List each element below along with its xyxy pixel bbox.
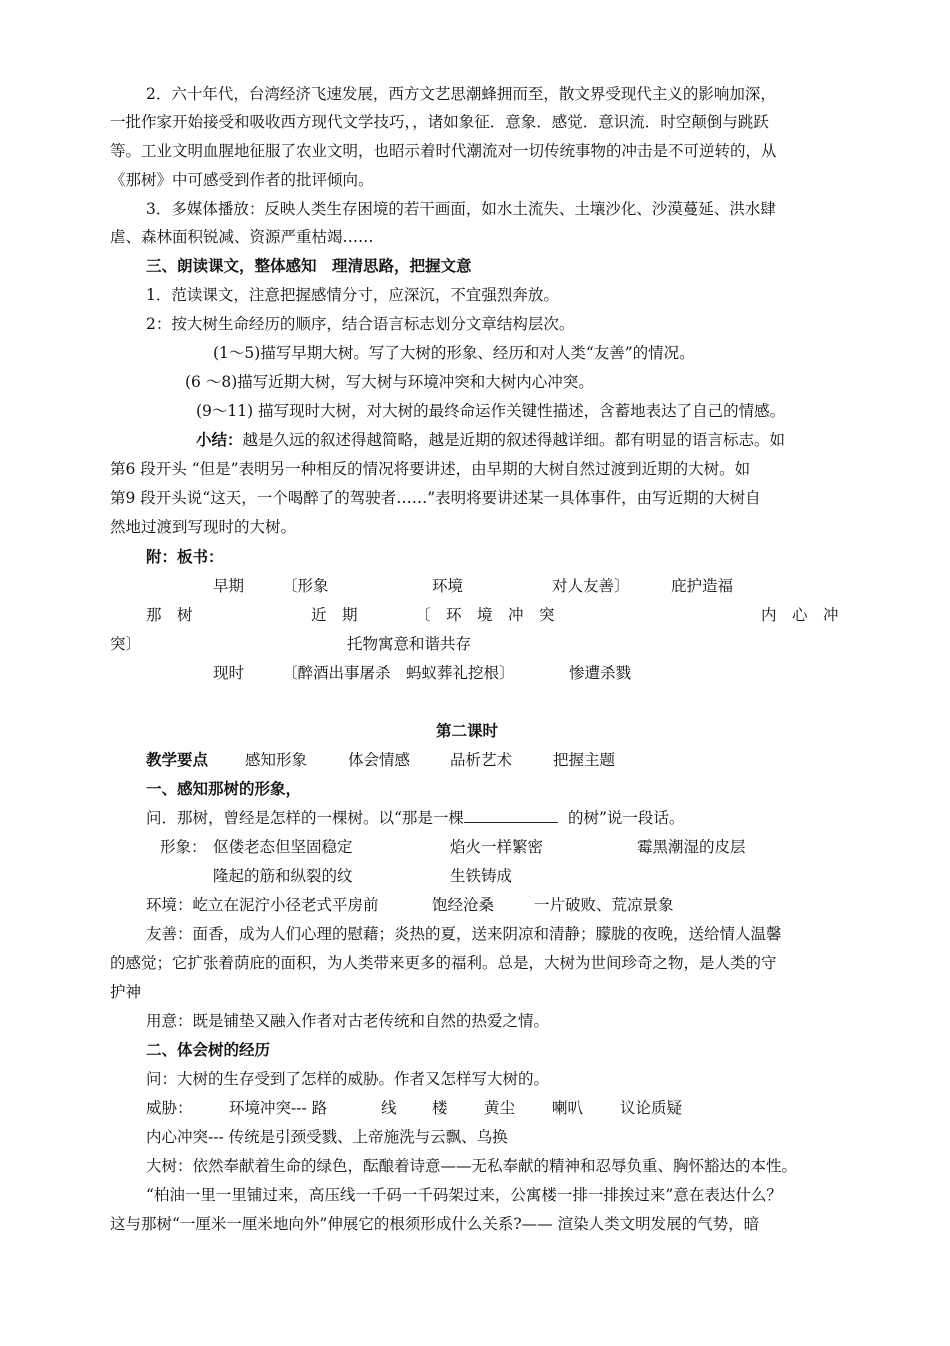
teaching-point-3: 品析艺术	[450, 751, 513, 769]
threat-label: 威胁：	[146, 1099, 193, 1117]
teaching-point-1: 感知形象	[245, 751, 308, 769]
summary-label: 小结：	[196, 431, 243, 449]
board-r1-early: 早期	[213, 577, 245, 595]
question-threat: 问：大树的生存受到了怎样的威胁。作者又怎样写大树的。	[146, 1070, 550, 1088]
threat-building: 楼	[432, 1099, 448, 1117]
teaching-point-4: 把握主题	[553, 751, 616, 769]
image-item-3: 霉黑潮湿的皮层	[637, 838, 746, 856]
image-item-2: 焰火一样繁密	[450, 838, 544, 856]
big-tree: 大树：依然奉献着生命的绿色，酝酿着诗意——无私奉献的精神和忍辱负重、胸怀豁达的本性。	[146, 1157, 798, 1175]
threat-line: 线	[381, 1099, 397, 1117]
image-item-1: 伛偻老态但坚固稳定	[213, 838, 353, 856]
friendly-line-2: 的感觉；它扩张着荫庇的面积，为人类带来更多的福利。总是，大树为世间珍奇之物，是人类的守	[110, 954, 777, 972]
fill-in-blank	[464, 808, 558, 823]
image-item-4: 隆起的筋和纵裂的纹	[213, 867, 353, 885]
friendly-line-3: 护神	[110, 983, 142, 1001]
structure-part-2: (6 ～8)描写近期大树，写大树与环境冲突和大树内心冲突。	[185, 373, 594, 391]
threat-dust: 黄尘	[484, 1099, 516, 1117]
question-2-line-2: 这与那树“一厘米一厘米地向外”伸展它的根须形成什么关系?—— 渲染人类文明发展的气势，暗	[110, 1215, 760, 1233]
board-r4-events: 〔醉酒出事屠杀 蚂蚁葬礼挖根〕	[282, 664, 515, 682]
board-r4-now: 现时	[213, 664, 245, 682]
board-r1-blessing: 庇护造福	[671, 577, 734, 595]
board-r1-friendly: 对人友善〕	[552, 577, 630, 595]
section-one-heading: 一、感知那树的形象，	[146, 780, 302, 798]
environment-2: 饱经沧桑	[432, 896, 495, 914]
lesson-2-title: 第二课时	[436, 722, 499, 740]
summary-text-1: 越是久远的叙述得越简略，越是近期的叙述得越详细。都有明显的语言标志。如	[242, 431, 786, 449]
step-2: 2：按大树生命经历的顺序，结合语言标志划分文章结构层次。	[146, 315, 575, 333]
question-2-line-1: “柏油一里一里铺过来，高压线一千码一千码架过来，公寓楼一排一排挨过来”意在表达什么？	[146, 1186, 782, 1204]
paragraph-2-line-3: 等。工业文明血腥地征服了农业文明，也昭示着时代潮流对一切传统事物的冲击是不可逆转的，从	[110, 142, 777, 160]
threat-debate: 议论质疑	[620, 1099, 683, 1117]
board-title: 附：板书：	[146, 548, 224, 566]
question-image-part-a: 问．那树，曾经是怎样的一棵树。以“那是一棵	[146, 809, 464, 827]
paragraph-2-line-4: 《那树》中可感受到作者的批评倾向。	[110, 171, 374, 189]
summary-line-2: 第6 段开头 “但是”表明另一种相反的情况将要讲述，由早期的大树自然过渡到近期的大树。如	[110, 460, 751, 478]
intention: 用意：既是铺垫又融入作者对古老传统和自然的热爱之情。	[146, 1012, 550, 1030]
board-r1-image: 〔形象	[282, 577, 329, 595]
board-r2-env-conflict: 〔 环 境 冲 突	[415, 606, 555, 624]
board-r4-killed: 惨遭杀戮	[569, 664, 632, 682]
section-two-heading: 二、体会树的经历	[146, 1041, 271, 1059]
board-r2-recent: 近 期	[311, 606, 358, 624]
teaching-points-label: 教学要点	[146, 751, 209, 769]
board-r3-close: 突〕	[110, 635, 142, 653]
inner-conflict: 内心冲突--- 传统是引颈受戮、上帝施洗与云飘、乌换	[146, 1128, 508, 1146]
threat-env-conflict: 环境冲突--- 路	[229, 1099, 328, 1117]
structure-part-1: (1～5)描写早期大树。写了大树的形象、经历和对人类“友善”的情况。	[213, 344, 695, 362]
threat-horn: 喇叭	[552, 1099, 584, 1117]
environment-1: 环境：屹立在泥泞小径老式平房前	[146, 896, 379, 914]
summary-line-3: 第9 段开头说“这天，一个喝醉了的驾驶者……”表明将要讲述某一具体事件，由写近期的大树自	[110, 489, 761, 507]
step-1: 1．范读课文，注意把握感情分寸，应深沉，不宜强烈奔放。	[146, 286, 559, 304]
board-r1-environment: 环境	[432, 577, 464, 595]
question-image-part-b: 的树”说一段话。	[567, 809, 685, 827]
teaching-point-2: 体会情感	[348, 751, 411, 769]
paragraph-3-line-1: 3．多媒体播放：反映人类生存困境的若干画面，如水土流失、土壤沙化、沙漠蔓延、洪水肆	[146, 200, 776, 218]
board-r2-tree: 那 树	[146, 606, 193, 624]
summary-line-4: 然地过渡到写现时的大树。	[110, 518, 297, 536]
question-image	[146, 808, 684, 828]
board-r3-theme: 托物寓意和谐共存	[347, 635, 472, 653]
environment-3: 一片破败、荒凉景象	[534, 896, 674, 914]
paragraph-3-line-2: 虐、森林面积锐减、资源严重枯竭……	[110, 228, 374, 246]
section-three-heading: 三、朗读课文，整体感知 理清思路，把握文意	[146, 257, 472, 275]
paragraph-2-line-1: 2．六十年代，台湾经济飞速发展，西方文艺思潮蜂拥而至，散文界受现代主义的影响加深，	[146, 85, 776, 103]
summary-line-1	[196, 430, 785, 450]
paragraph-2-line-2: 一批作家开始接受和吸收西方现代文学技巧，，诸如象征．意象．感觉．意识流．时空颠倒与跳跃	[110, 113, 769, 131]
image-item-5: 生铁铸成	[450, 867, 513, 885]
board-r2-inner-conflict: 内 心 冲	[761, 606, 839, 624]
image-label: 形象：	[160, 838, 207, 856]
friendly-line-1: 友善：面香，成为人们心理的慰藉；炎热的夏，送来阴凉和清静；朦胧的夜晚，送给情人温馨	[146, 925, 782, 943]
structure-part-3: (9～11) 描写现时大树，对大树的最终命运作关键性描述，含蓄地表达了自己的情感。	[196, 402, 786, 420]
